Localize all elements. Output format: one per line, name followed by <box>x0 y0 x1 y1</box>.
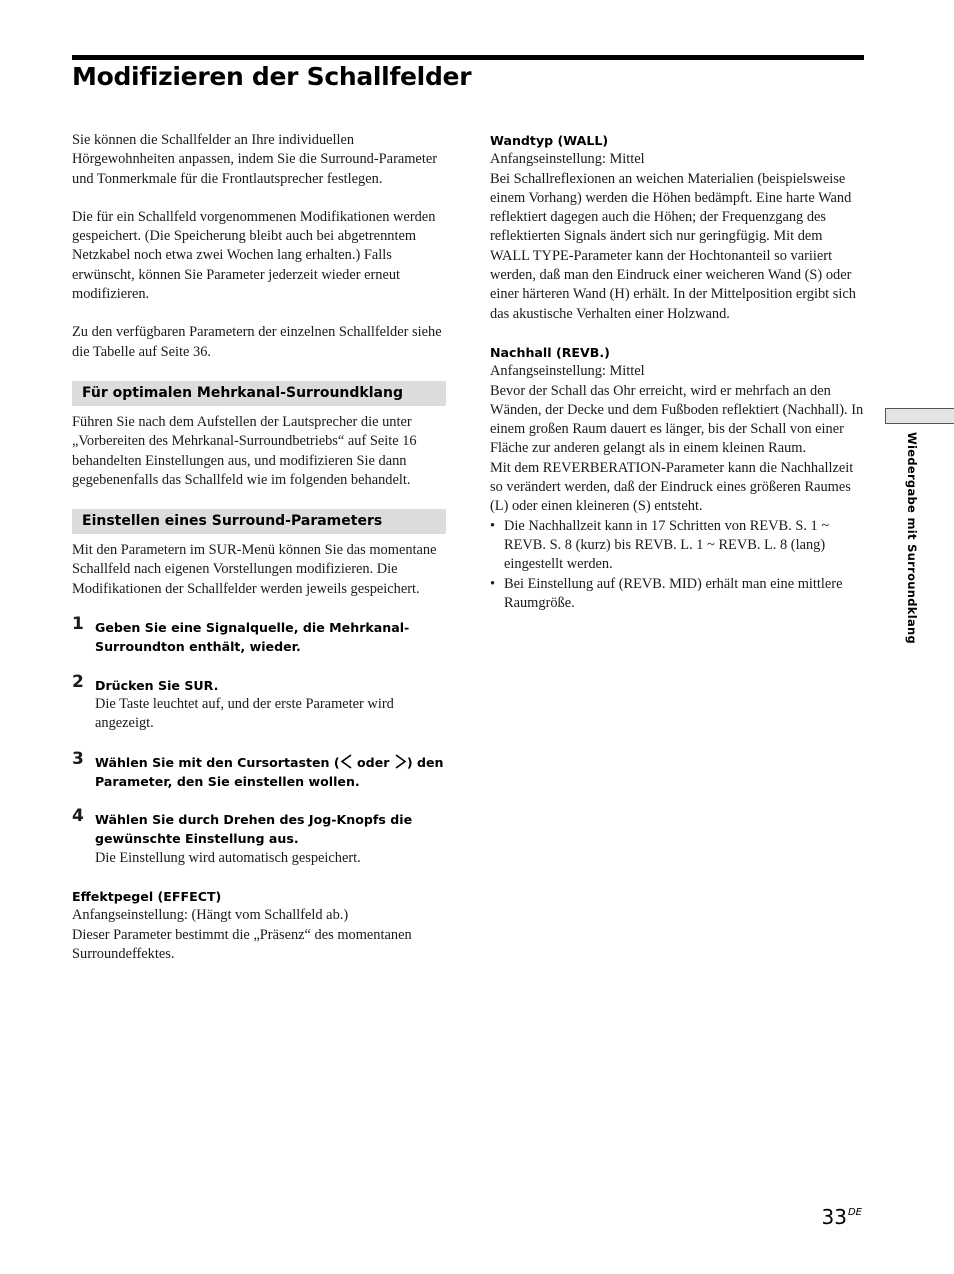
step-title-part: Wählen Sie mit den Cursortasten ( <box>95 754 340 770</box>
top-rule <box>72 55 864 60</box>
page-number-suffix: DE <box>847 1207 862 1218</box>
step-description: Die Einstellung wird automatisch gespeichert. <box>95 849 361 866</box>
section-body: Führen Sie nach dem Aufstellen der Lautsprecher die unter „Vorbereiten des Mehrkanal-Surroundbetriebs“ auf Seite 16 behandelten Einstellungen aus, und modifizieren Sie dann gegebenenfalls das Schallfeld wie im folgenden behandelt. <box>72 413 417 488</box>
parameter-body: Mit dem REVERBERATION-Parameter kann die Nachhallzeit so verändert werden, daß der Eindruck eines größeren Raumes (L) oder einen kleineren (S) entsteht. <box>490 459 854 515</box>
parameter-heading: Nachhall (REVB.) <box>490 344 610 360</box>
right-column <box>490 131 864 613</box>
parameter-initial: Anfangseinstellung: Mittel <box>490 363 645 380</box>
list-item: • Die Nachhallzeit kann in 17 Schritten von REVB. S. 1 ~ REVB. S. 8 (kurz) bis REVB. L. 1 ~ REVB. L. 8 (lang) eingestellt werden. <box>490 517 864 575</box>
parameter-initial: Anfangseinstellung: (Hängt vom Schallfeld ab.) <box>72 907 349 924</box>
parameter-initial: Anfangseinstellung: Mittel <box>490 151 645 168</box>
step-number: 3 <box>72 748 84 769</box>
page-number-value: 33 <box>821 1205 847 1229</box>
step-number: 2 <box>72 671 84 692</box>
step-item <box>72 806 446 868</box>
step-title-part: oder <box>352 754 394 770</box>
step-item <box>72 748 446 792</box>
parameter-body: Bevor der Schall das Ohr erreicht, wird er mehrfach an den Wänden, der Decke und dem Fußboden reflektiert (Nachhall). In einem großen Raum dauert es länger, bis der Schall von einer Fläche zur anderen gelangt als in einem kleinen Raum. <box>490 382 864 457</box>
parameter-body: Dieser Parameter bestimmt die „Präsenz“ des momentanen Surroundeffektes. <box>72 926 412 962</box>
intro-paragraph: Sie können die Schallfelder an Ihre individuellen Hörgewohnheiten anpassen, indem Sie die Surround-Parameter und Tonmerkmale für die Frontlautsprecher festlegen. <box>72 132 438 187</box>
step-description: Die Taste leuchtet auf, und der erste Parameter wird angezeigt. <box>95 695 394 732</box>
parameter-heading: Effektpegel (EFFECT) <box>72 889 222 905</box>
chapter-tab <box>885 408 954 424</box>
cursor-left-icon <box>340 754 353 769</box>
parameter-body: Bei Schallreflexionen an weichen Materialien (beispielsweise einem Vorhang) werden die Höhen bedämpft. Eine harte Wand reflektiert dagegen auch die Höhen; der Frequenzgang des reflektierten Signals ändert sich nur geringfügig. Mit dem WALL TYPE-Parameter kann der Hochtonanteil so variiert werden, daß man den Eindruck einer weicheren Wand (S) oder einer härteren Wand (H) erhält. In der Mittelposition ergibt sich das akustische Verhalten einer Holzwand. <box>490 170 856 322</box>
bullet-list <box>490 517 864 613</box>
list-item: • Bei Einstellung auf (REVB. MID) erhält man eine mittlere Raumgröße. <box>490 575 864 614</box>
step-item <box>72 614 446 657</box>
page-title: Modifizieren der Schallfelder <box>72 62 472 91</box>
cursor-right-icon <box>394 754 407 769</box>
chapter-label: Wiedergabe mit Surroundklang <box>905 432 919 645</box>
step-title <box>95 753 446 792</box>
step-number: 1 <box>72 614 84 635</box>
intro-paragraph: Die für ein Schallfeld vorgenommenen Modifikationen werden gespeichert. (Die Speicherung bleibt auch bei abgetrenntem Netzkabel noch etwa zwei Wochen lang erhalten.) Falls erwünscht, können Sie Parameter jederzeit wieder erneut modifizieren. <box>72 208 436 303</box>
step-item <box>72 671 446 734</box>
step-title: Wählen Sie durch Drehen des Jog-Knopfs die gewünschte Einstellung aus. <box>95 812 413 847</box>
parameter-heading: Wandtyp (WALL) <box>490 133 609 148</box>
page-number <box>822 1205 862 1229</box>
section-body: Mit den Parametern im SUR-Menü können Sie das momentane Schallfeld nach eigenen Vorstellungen modifizieren. Die Modifikationen der Schallfelder werden jeweils gespeichert. <box>72 542 437 597</box>
left-column <box>72 131 446 964</box>
intro-paragraph: Zu den verfügbaren Parametern der einzelnen Schallfelder siehe die Tabelle auf Seite 36. <box>72 324 442 360</box>
step-title-part: ) den Parameter, den Sie einstellen wollen. <box>95 754 444 789</box>
section-heading: Für optimalen Mehrkanal-Surroundklang <box>72 381 446 406</box>
step-title: Drücken Sie SUR. <box>95 677 219 693</box>
section-heading: Einstellen eines Surround-Parameters <box>72 509 446 534</box>
step-number: 4 <box>72 806 84 827</box>
step-title: Geben Sie eine Signalquelle, die Mehrkanal-Surroundton enthält, wieder. <box>95 620 410 655</box>
